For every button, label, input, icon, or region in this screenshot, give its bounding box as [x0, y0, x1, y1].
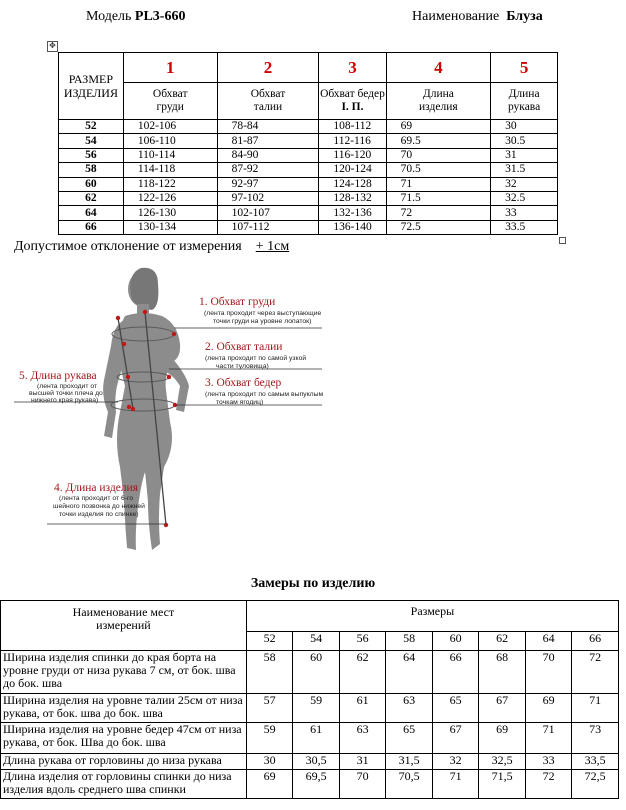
- label-length-desc1: (лента проходит от 6-го: [59, 495, 134, 502]
- meas-value-cell: 72: [572, 651, 619, 694]
- size-value-cell: 32.5: [491, 191, 558, 205]
- meas-value-cell: 71: [525, 723, 571, 754]
- size-value-cell: 122-126: [123, 191, 217, 205]
- size-cell: 60: [59, 177, 124, 191]
- meas-value-cell: 71: [572, 694, 619, 723]
- size-value-cell: 112-116: [319, 134, 386, 148]
- meas-value-cell: 71,5: [479, 770, 526, 799]
- meas-value-cell: 32: [432, 754, 478, 770]
- tolerance-note: [14, 239, 289, 255]
- meas-value-cell: 59: [246, 723, 292, 754]
- size-row: [59, 134, 558, 148]
- size-cell: 62: [59, 191, 124, 205]
- col-name-hips: [319, 83, 386, 120]
- meas-size-header: 58: [386, 631, 433, 650]
- meas-value-cell: 33,5: [572, 754, 619, 770]
- meas-name-cell: Длина рукава от горловины до низа рукава: [1, 754, 247, 770]
- meas-value-cell: 70: [525, 651, 571, 694]
- size-row: [59, 120, 558, 134]
- measurements-table: [0, 600, 619, 799]
- meas-value-cell: 70: [339, 770, 385, 799]
- meas-value-cell: 62: [339, 651, 385, 694]
- label-chest-desc1: (лента проходит через выступающие: [204, 310, 322, 317]
- size-row: [59, 220, 558, 234]
- meas-value-cell: 31: [339, 754, 385, 770]
- meas-value-cell: 63: [386, 694, 433, 723]
- meas-value-cell: 67: [479, 694, 526, 723]
- size-value-cell: 33: [491, 206, 558, 220]
- meas-size-header: 54: [293, 631, 340, 650]
- measurement-figure: [0, 262, 340, 562]
- size-cell: 52: [59, 120, 124, 134]
- model-label: Модель: [86, 9, 132, 24]
- meas-value-cell: 30,5: [293, 754, 340, 770]
- size-value-cell: 132-136: [319, 206, 386, 220]
- label-waist: 2. Обхват талии: [205, 341, 283, 353]
- model-value: PL3-660: [134, 9, 186, 24]
- size-cell: 54: [59, 134, 124, 148]
- meas-row: [1, 770, 619, 799]
- meas-value-cell: 64: [386, 651, 433, 694]
- size-value-cell: 78-84: [217, 120, 319, 134]
- size-value-cell: 70: [386, 148, 491, 162]
- meas-value-cell: 72: [525, 770, 571, 799]
- size-row: [59, 148, 558, 162]
- size-cell: 56: [59, 148, 124, 162]
- col-number-2: 2: [217, 53, 319, 83]
- size-table: [58, 52, 558, 235]
- meas-value-cell: 63: [339, 723, 385, 754]
- size-row: [59, 177, 558, 191]
- size-value-cell: 102-107: [217, 206, 319, 220]
- size-value-cell: 128-132: [319, 191, 386, 205]
- label-sleeve-desc3: нижнего края рукава): [31, 397, 99, 404]
- meas-value-cell: 72,5: [572, 770, 619, 799]
- product-name-header: [412, 9, 543, 25]
- size-value-cell: 72.5: [386, 220, 491, 234]
- name-value: Блуза: [506, 9, 543, 24]
- size-value-cell: 69.5: [386, 134, 491, 148]
- meas-value-cell: 32,5: [479, 754, 526, 770]
- meas-value-cell: 66: [432, 651, 478, 694]
- model-header: [86, 9, 185, 25]
- meas-name-cell: Длина изделия от горловины спинки до низа изделия вдоль среднего шва спинки: [1, 770, 247, 799]
- size-value-cell: 116-120: [319, 148, 386, 162]
- meas-name-cell: Ширина изделия спинки до края борта на уровне груди от низа рукава 7 см, от бок. шва до бок. шва: [1, 651, 247, 694]
- meas-value-cell: 33: [525, 754, 571, 770]
- size-value-cell: 32: [491, 177, 558, 191]
- size-value-cell: 108-112: [319, 120, 386, 134]
- size-row: [59, 206, 558, 220]
- col-name-length: Длина изделия: [386, 83, 491, 120]
- meas-name-cell: Ширина изделия на уровне бедер 47см от низа рукава, от бок. Шва до бок. шва: [1, 723, 247, 754]
- size-value-cell: 69: [386, 120, 491, 134]
- meas-size-header: 60: [432, 631, 478, 650]
- size-value-cell: 136-140: [319, 220, 386, 234]
- size-value-cell: 71.5: [386, 191, 491, 205]
- col-number-1: 1: [123, 53, 217, 83]
- label-sleeve-desc1: (лента проходит от: [37, 383, 98, 390]
- col-number-4: 4: [386, 53, 491, 83]
- meas-value-cell: 69: [479, 723, 526, 754]
- size-value-cell: 118-122: [123, 177, 217, 191]
- meas-size-header: 62: [479, 631, 526, 650]
- col-number-5: 5: [491, 53, 558, 83]
- label-sleeve: 5. Длина рукава: [19, 370, 97, 382]
- size-value-cell: 97-102: [217, 191, 319, 205]
- label-hips-desc2: точкам ягодиц): [216, 399, 264, 406]
- meas-value-cell: 65: [386, 723, 433, 754]
- col-number-3: 3: [319, 53, 386, 83]
- label-sleeve-desc2: высшей точки плеча до: [29, 390, 103, 397]
- measurements-title: Замеры по изделию: [250, 576, 376, 591]
- size-cell: 66: [59, 220, 124, 234]
- size-row: [59, 163, 558, 177]
- size-value-cell: 70.5: [386, 163, 491, 177]
- meas-value-cell: 73: [572, 723, 619, 754]
- col-name-chest: Обхват груди: [123, 83, 217, 120]
- meas-size-header: 66: [572, 631, 619, 650]
- size-value-cell: 31.5: [491, 163, 558, 177]
- size-value-cell: 33.5: [491, 220, 558, 234]
- size-value-cell: 107-112: [217, 220, 319, 234]
- label-length-desc3: точки изделия по спинке): [59, 511, 139, 518]
- meas-value-cell: 69: [246, 770, 292, 799]
- meas-value-cell: 69,5: [293, 770, 340, 799]
- meas-value-cell: 59: [293, 694, 340, 723]
- size-value-cell: 81-87: [217, 134, 319, 148]
- label-waist-desc2: части туловища): [216, 363, 269, 370]
- meas-value-cell: 68: [479, 651, 526, 694]
- table-move-handle-icon[interactable]: ✥: [47, 41, 58, 52]
- label-chest-desc2: точки груди на уровне лопаток): [213, 318, 312, 325]
- table-resize-handle-icon[interactable]: [559, 237, 566, 244]
- size-value-cell: 84-90: [217, 148, 319, 162]
- meas-value-cell: 60: [293, 651, 340, 694]
- label-length: 4. Длина изделия: [54, 482, 138, 494]
- col-name-sleeve: Длина рукава: [491, 83, 558, 120]
- label-hips-desc1: (лента проходит по самым выпуклым: [205, 391, 324, 398]
- size-value-cell: 126-130: [123, 206, 217, 220]
- label-hips: 3. Обхват бедер: [205, 377, 282, 389]
- meas-value-cell: 30: [246, 754, 292, 770]
- tolerance-text: Допустимое отклонение от измерения: [14, 239, 242, 254]
- size-value-cell: 30: [491, 120, 558, 134]
- col-name-hips-text: Обхват бедер: [320, 88, 385, 100]
- size-value-cell: 72: [386, 206, 491, 220]
- meas-name-cell: Ширина изделия на уровне талии 25см от низа рукава, от бок. шва до бок. шва: [1, 694, 247, 723]
- size-value-cell: 102-106: [123, 120, 217, 134]
- meas-size-header: 64: [525, 631, 571, 650]
- size-cell: 58: [59, 163, 124, 177]
- meas-size-header: 56: [339, 631, 385, 650]
- size-value-cell: 124-128: [319, 177, 386, 191]
- meas-header-name-text: Наименование мест измерений: [72, 605, 175, 632]
- label-chest: 1. Обхват груди: [199, 296, 276, 308]
- meas-value-cell: 69: [525, 694, 571, 723]
- size-value-cell: 114-118: [123, 163, 217, 177]
- meas-value-cell: 57: [246, 694, 292, 723]
- meas-row: [1, 694, 619, 723]
- meas-header-sizes: Размеры: [246, 601, 618, 632]
- name-label: Наименование: [412, 9, 500, 24]
- size-header: РАЗМЕР ИЗДЕЛИЯ: [59, 53, 124, 120]
- label-waist-desc1: (лента проходит по самой узкой: [205, 355, 307, 362]
- size-value-cell: 120-124: [319, 163, 386, 177]
- meas-value-cell: 31,5: [386, 754, 433, 770]
- size-value-cell: 31: [491, 148, 558, 162]
- meas-value-cell: 71: [432, 770, 478, 799]
- meas-row: [1, 723, 619, 754]
- size-cell: 64: [59, 206, 124, 220]
- col-name-waist: Обхват талии: [217, 83, 319, 120]
- size-value-cell: 30.5: [491, 134, 558, 148]
- col-name-hips-suffix: I. П.: [341, 101, 364, 113]
- meas-row: [1, 651, 619, 694]
- meas-value-cell: 58: [246, 651, 292, 694]
- meas-value-cell: 65: [432, 694, 478, 723]
- size-value-cell: 130-134: [123, 220, 217, 234]
- meas-header-name: [1, 601, 247, 651]
- meas-value-cell: 61: [339, 694, 385, 723]
- size-value-cell: 87-92: [217, 163, 319, 177]
- size-value-cell: 110-114: [123, 148, 217, 162]
- meas-value-cell: 67: [432, 723, 478, 754]
- size-value-cell: 92-97: [217, 177, 319, 191]
- meas-size-header: 52: [246, 631, 292, 650]
- meas-value-cell: 61: [293, 723, 340, 754]
- size-value-cell: 106-110: [123, 134, 217, 148]
- label-length-desc2: шейного позвонка до нижней: [53, 503, 145, 510]
- size-row: [59, 191, 558, 205]
- size-value-cell: 71: [386, 177, 491, 191]
- meas-value-cell: 70,5: [386, 770, 433, 799]
- tolerance-value: + 1см: [255, 239, 290, 254]
- meas-row: [1, 754, 619, 770]
